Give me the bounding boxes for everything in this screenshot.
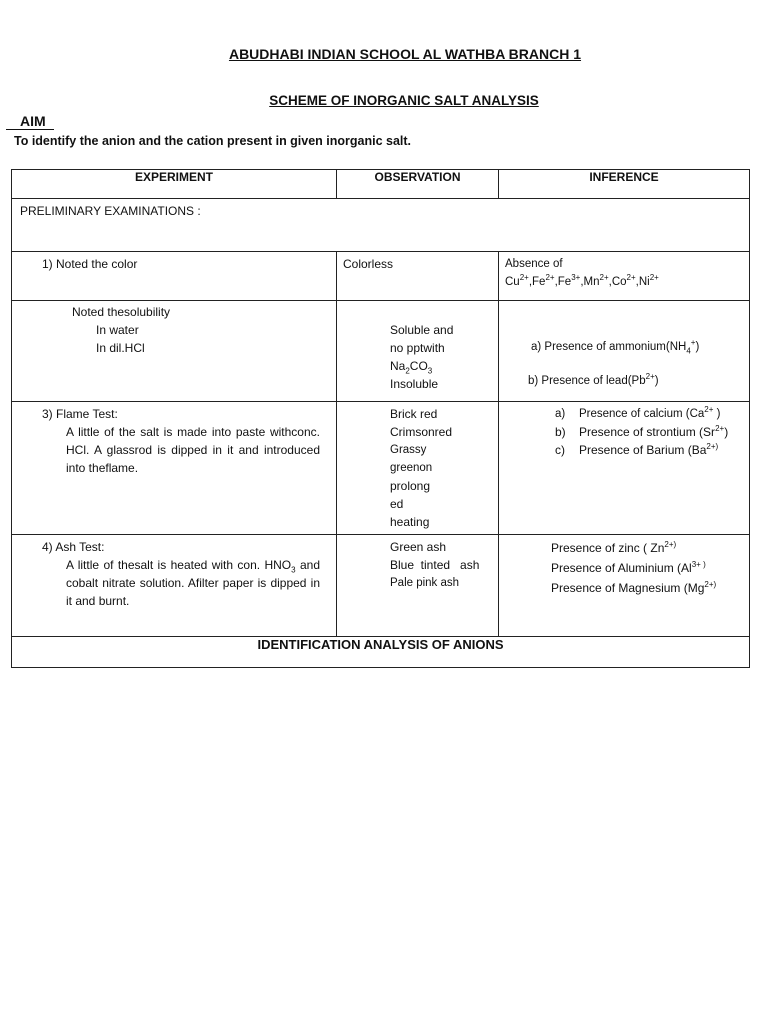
column-header-inference: INFERENCE <box>499 170 750 199</box>
ash-inference: Presence of zinc ( $Zn^{2+)}$ Presence of Aluminium ($Al^{3+ )}$ Presence of Magnesium ($Mg^{2+)}$ <box>551 540 717 595</box>
table-row-ash-test <box>12 535 750 637</box>
table-row-solubility <box>12 301 750 402</box>
flame-experiment: 3) Flame Test: A little of the salt is made into paste withconc. HCl. A glassrod is dipped in it and introduced into theflame. <box>42 407 320 475</box>
analysis-table <box>11 169 750 668</box>
flame-observation: Brick red Crimsonred Grassy greenon prolong ed heating <box>390 407 453 529</box>
color-inference-label: Absence of <box>505 258 563 270</box>
ash-experiment: 4) Ash Test: A little of thesalt is heated with con. $HNO_3$ and cobalt nitrate solution. Afilter paper is dipped in it and burnt. <box>42 540 320 608</box>
color-inference <box>499 252 749 294</box>
ash-observation: Green ash Blue tinted ash Pale pink ash <box>390 540 480 589</box>
anions-section-heading: IDENTIFICATION ANALYSIS OF ANIONS <box>12 637 750 668</box>
table-row-anions <box>12 637 750 668</box>
color-experiment: 1) Noted the color <box>42 257 138 271</box>
table-row-flame-test <box>12 402 750 535</box>
solubility-inference: a) Presence of $ammonium(NH_4^+)$ b) Presence of $lead(Pb^{2+})$ <box>528 338 700 387</box>
color-observation: Colorless <box>343 257 394 271</box>
solubility-observation: Soluble and no pptwith $Na_2CO_3$ Insoluble <box>390 323 454 391</box>
column-header-experiment: EXPERIMENT <box>12 170 337 199</box>
color-inference-ions: $Cu^{2+},Fe^{2+},Fe^{3+},Mn^{2+},Co^{2+},Ni^{2+}$ <box>505 273 659 288</box>
table-row-preliminary <box>12 199 750 252</box>
school-title: ABUDHABI INDIAN SCHOOL AL WATHBA BRANCH 1 <box>228 46 582 62</box>
aim-text: To identify the anion and the cation present in given inorganic salt. <box>14 134 412 148</box>
solubility-experiment: Noted thesolubility In water In dil.HCl <box>72 305 171 355</box>
preliminary-label: PRELIMINARY EXAMINATIONS : <box>20 204 201 218</box>
table-row-color <box>12 252 750 301</box>
scheme-title: SCHEME OF INORGANIC SALT ANALYSIS <box>269 93 539 108</box>
table-header-row <box>12 170 750 199</box>
column-header-observation: OBSERVATION <box>337 170 499 199</box>
aim-heading: AIM <box>6 113 54 130</box>
flame-inference: a) Presence of calcium ($Ca^{2+}$ ) b) Presence of strontium $(Sr^{2+})$ c) Presence of Barium ($Ba^{2+)}$ <box>555 405 729 457</box>
